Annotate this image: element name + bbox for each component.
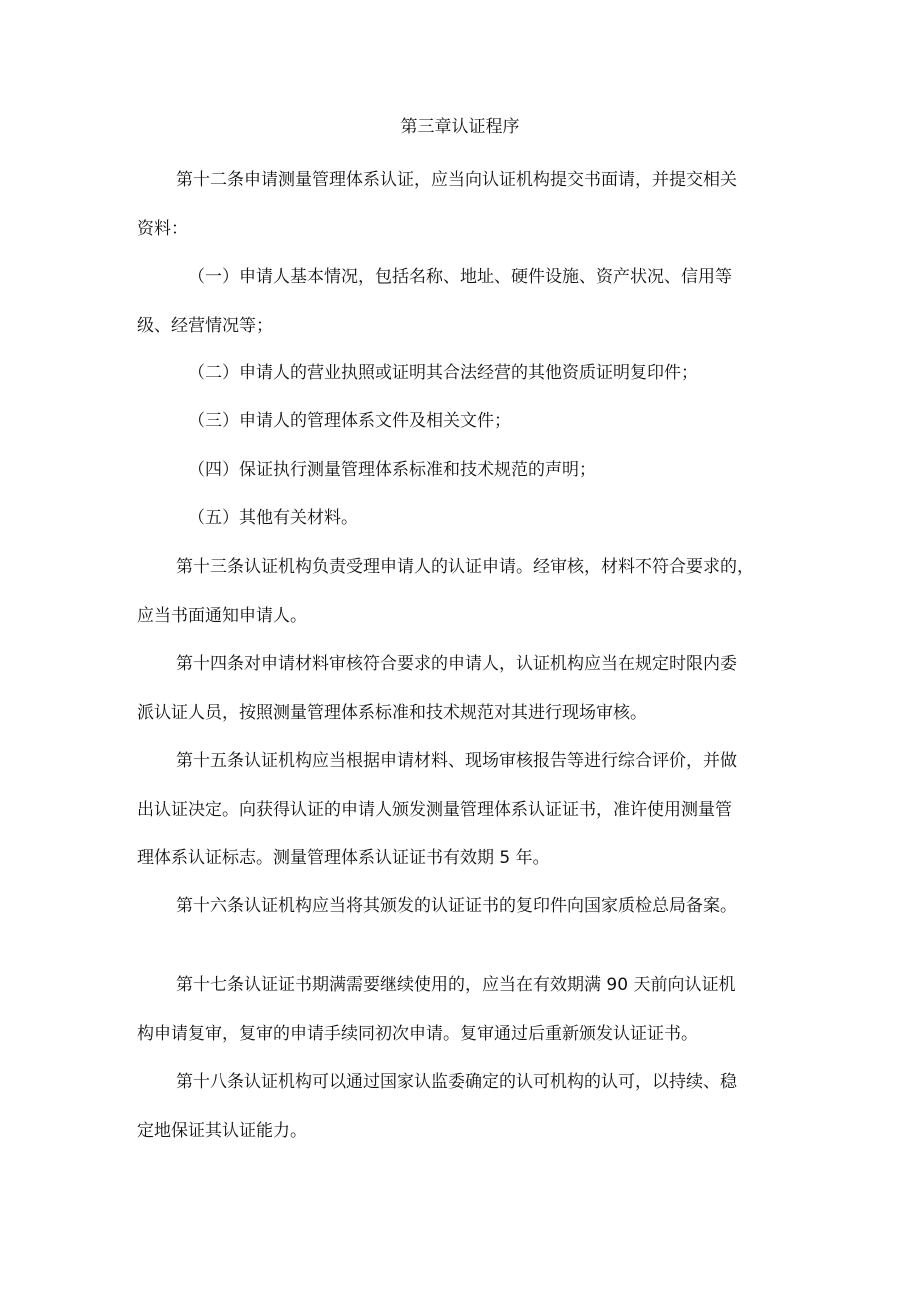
article-13-paragraph bbox=[137, 543, 787, 640]
article-12-paragraph bbox=[137, 156, 787, 253]
item-3-paragraph bbox=[137, 397, 787, 446]
article-14-line-2: 派认证人员，按照测量管理体系标准和技术规范对其进行现场审核。 bbox=[137, 702, 647, 723]
article-14-line-1: 第十四条对申请材料审核符合要求的申请人，认证机构应当在规定时限内委 bbox=[176, 654, 737, 674]
article-15-line-2: 出认证决定。向获得认证的申请人颁发测量管理体系认证证书，准许使用测量管 bbox=[137, 799, 732, 820]
article-18-line-2: 定地保证其认证能力。 bbox=[137, 1120, 307, 1141]
article-13-line-2: 应当书面通知申请人。 bbox=[137, 605, 307, 626]
item-5-line-1: （五）其他有关材料。 bbox=[188, 508, 358, 528]
article-18-line-1: 第十八条认证机构可以通过国家认监委确定的认可机构的认可，以持续、稳 bbox=[176, 1072, 737, 1092]
article-12-line-2: 资料： bbox=[137, 218, 188, 239]
article-15-line-3: 理体系认证标志。测量管理体系认证证书有效期 5 年。 bbox=[137, 848, 550, 868]
item-4-line-1: （四）保证执行测量管理体系标准和技术规范的声明； bbox=[188, 460, 596, 480]
item-4-paragraph bbox=[137, 446, 787, 495]
article-13-line-1: 第十三条认证机构负责受理申请人的认证申请。经审核，材料不符合要求的， bbox=[176, 557, 754, 577]
article-15-paragraph bbox=[137, 737, 787, 883]
article-14-paragraph bbox=[137, 640, 787, 737]
article-15-line-1: 第十五条认证机构应当根据申请材料、现场审核报告等进行综合评价，并做 bbox=[176, 751, 737, 771]
item-1-line-2: 级、经营情况等； bbox=[137, 315, 273, 336]
chapter-title: 第三章认证程序 bbox=[400, 117, 520, 137]
item-1-paragraph bbox=[137, 253, 787, 350]
article-12-line-1: 第十二条申请测量管理体系认证，应当向认证机构提交书面请，并提交相关 bbox=[176, 170, 737, 190]
item-3-line-1: （三）申请人的管理体系文件及相关文件； bbox=[188, 411, 511, 431]
item-2-line-1: （二）申请人的营业执照或证明其合法经营的其他资质证明复印件； bbox=[188, 363, 698, 383]
item-1-line-1: （一）申请人基本情况，包括名称、地址、硬件设施、资产状况、信用等 bbox=[188, 267, 732, 287]
article-17-paragraph bbox=[137, 961, 787, 1058]
article-17-line-1: 第十七条认证证书期满需要继续使用的，应当在有效期满 90 天前向认证机 bbox=[176, 975, 736, 995]
article-16-paragraph bbox=[137, 882, 787, 931]
article-16-line-1: 第十六条认证机构应当将其颁发的认证证书的复印件向国家质检总局备案。 bbox=[176, 896, 737, 916]
article-17-line-2: 构申请复审，复审的申请手续同初次申请。复审通过后重新颁发认证证书。 bbox=[137, 1023, 698, 1044]
item-2-paragraph bbox=[137, 349, 787, 398]
article-18-paragraph bbox=[137, 1058, 787, 1155]
item-5-paragraph bbox=[137, 494, 787, 543]
